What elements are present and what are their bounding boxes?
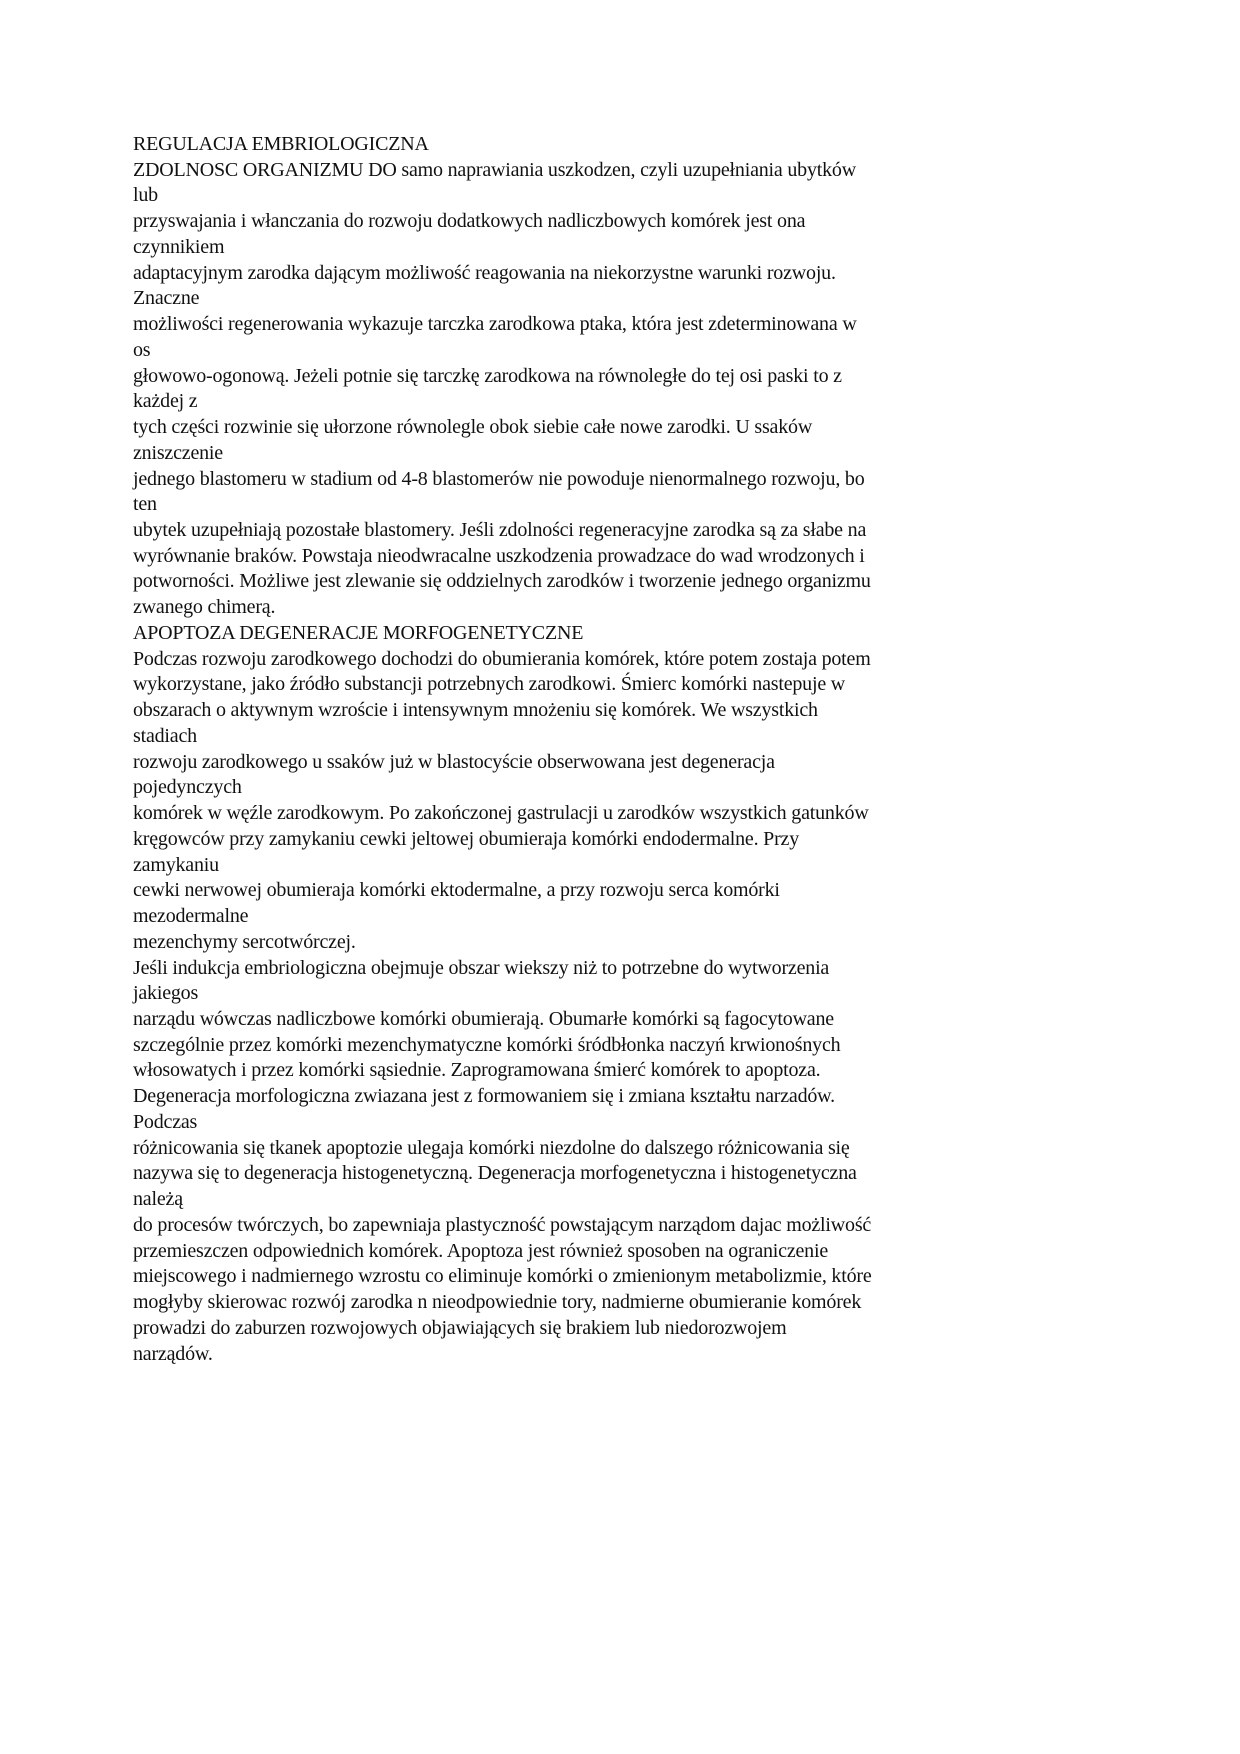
text-line: Podczas rozwoju zarodkowego dochodzi do obumierania komórek, które potem zostaja potem [133,647,871,670]
text-line: Znaczne [133,287,200,310]
text-line: obszarach o aktywnym wzroście i intensywnym mnożeniu się komórek. We wszystkich [133,699,818,722]
text-line: ubytek uzupełniają pozostałe blastomery. Jeśli zdolności regeneracyjne zarodka są za słabe na [133,519,867,542]
text-line: różnicowania się tkanek apoptozie ulegaja komórki niezdolne do dalszego różnicowania się [133,1136,850,1159]
text-line: wykorzystane, jako źródło substancji potrzebnych zarodkowi. Śmierc komórki nastepuje w [133,673,846,696]
text-line: miejscowego i nadmiernego wzrostu co eliminuje komórki o zmienionym metabolizmie, które [133,1265,872,1288]
text-line: cewki nerwowej obumieraja komórki ektodermalne, a przy rozwoju serca komórki [133,879,780,902]
text-line: kręgowców przy zamykaniu cewki jeltowej obumieraja komórki endodermalne. Przy [133,827,800,850]
text-line: każdej z [133,390,198,413]
text-line: prowadzi do zaburzen rozwojowych objawiających się brakiem lub niedorozwojem [133,1316,787,1339]
text-line: jednego blastomeru w stadium od 4-8 blastomerów nie powoduje nienormalnego rozwoju, bo [133,467,865,490]
text-line: Degeneracja morfologiczna zwiazana jest z formowaniem się i zmiana kształtu narzadów. [133,1085,835,1108]
text-line: należą [133,1188,183,1211]
text-line: czynnikiem [133,235,225,258]
text-line: jakiegos [133,982,199,1005]
text-line: mezodermalne [133,905,249,928]
text-line: REGULACJA EMBRIOLOGICZNA [133,133,429,155]
text-line: narządu wówczas nadliczbowe komórki obumierają. Obumarłe komórki są fagocytowane [133,1007,834,1030]
text-line: przemieszczen odpowiednich komórek. Apoptoza jest również sposoben na ograniczenie [133,1239,829,1262]
text-line: włosowatych i przez komórki sąsiednie. Zaprogramowana śmierć komórek to apoptoza. [133,1059,821,1082]
text-line: pojedynczych [133,776,242,799]
text-line: zamykaniu [133,853,219,876]
text-line: stadiach [133,724,197,747]
text-line: zwanego chimerą. [133,596,276,619]
text-line: potworności. Możliwe jest zlewanie się oddzielnych zarodków i tworzenie jednego organizmu [133,570,871,593]
text-line: głowowo-ogonową. Jeżeli potnie się tarczkę zarodkowa na równoległe do tej osi paski to z [133,364,842,387]
text-line: mezenchymy sercotwórczej. [133,930,356,953]
text-line: APOPTOZA DEGENERACJE MORFOGENETYCZNE [133,621,584,644]
text-line: szczególnie przez komórki mezenchymatyczne komórki śródbłonka naczyń krwionośnych [133,1033,841,1056]
text-line: zniszczenie [133,441,223,464]
text-line: Jeśli indukcja embriologiczna obejmuje obszar wiekszy niż to potrzebne do wytworzenia [133,956,830,979]
text-line: komórek w węźle zarodkowym. Po zakończonej gastrulacji u zarodków wszystkich gatunków [133,802,869,825]
text-line: lub [133,184,158,207]
text-line: rozwoju zarodkowego u ssaków już w blastocyście obserwowana jest degeneracja [133,750,775,773]
text-line: tych części rozwinie się ułorzone równolegle obok siebie całe nowe zarodki. U ssaków [133,416,813,439]
text-line: wyrównanie braków. Powstaja nieodwracalne uszkodzenia prowadzace do wad wrodzonych i [133,544,865,567]
text-line: narządów. [133,1342,213,1365]
text-line: nazywa się to degeneracja histogenetyczną. Degeneracja morfogenetyczna i histogenetyczna [133,1162,857,1185]
text-line: mogłyby skierowac rozwój zarodka n nieodpowiednie tory, nadmierne obumieranie komórek [133,1291,862,1314]
text-line: adaptacyjnym zarodka dającym możliwość reagowania na niekorzystne warunki rozwoju. [133,261,836,284]
text-line: ZDOLNOSC ORGANIZMU DO samo naprawiania uszkodzen, czyli uzupełniania ubytków [133,158,856,181]
document-page [133,132,1133,1367]
text-line: możliwości regenerowania wykazuje tarczka zarodkowa ptaka, która jest zdeterminowana w [133,313,857,336]
text-line: przyswajania i włanczania do rozwoju dodatkowych nadliczbowych komórek jest ona [133,210,806,233]
text-line: Podczas [133,1110,198,1133]
text-line: do procesów twórczych, bo zapewniaja plastyczność powstającym narządom dajac możliwość [133,1213,872,1236]
text-line: os [133,338,151,361]
text-line: ten [133,493,157,516]
